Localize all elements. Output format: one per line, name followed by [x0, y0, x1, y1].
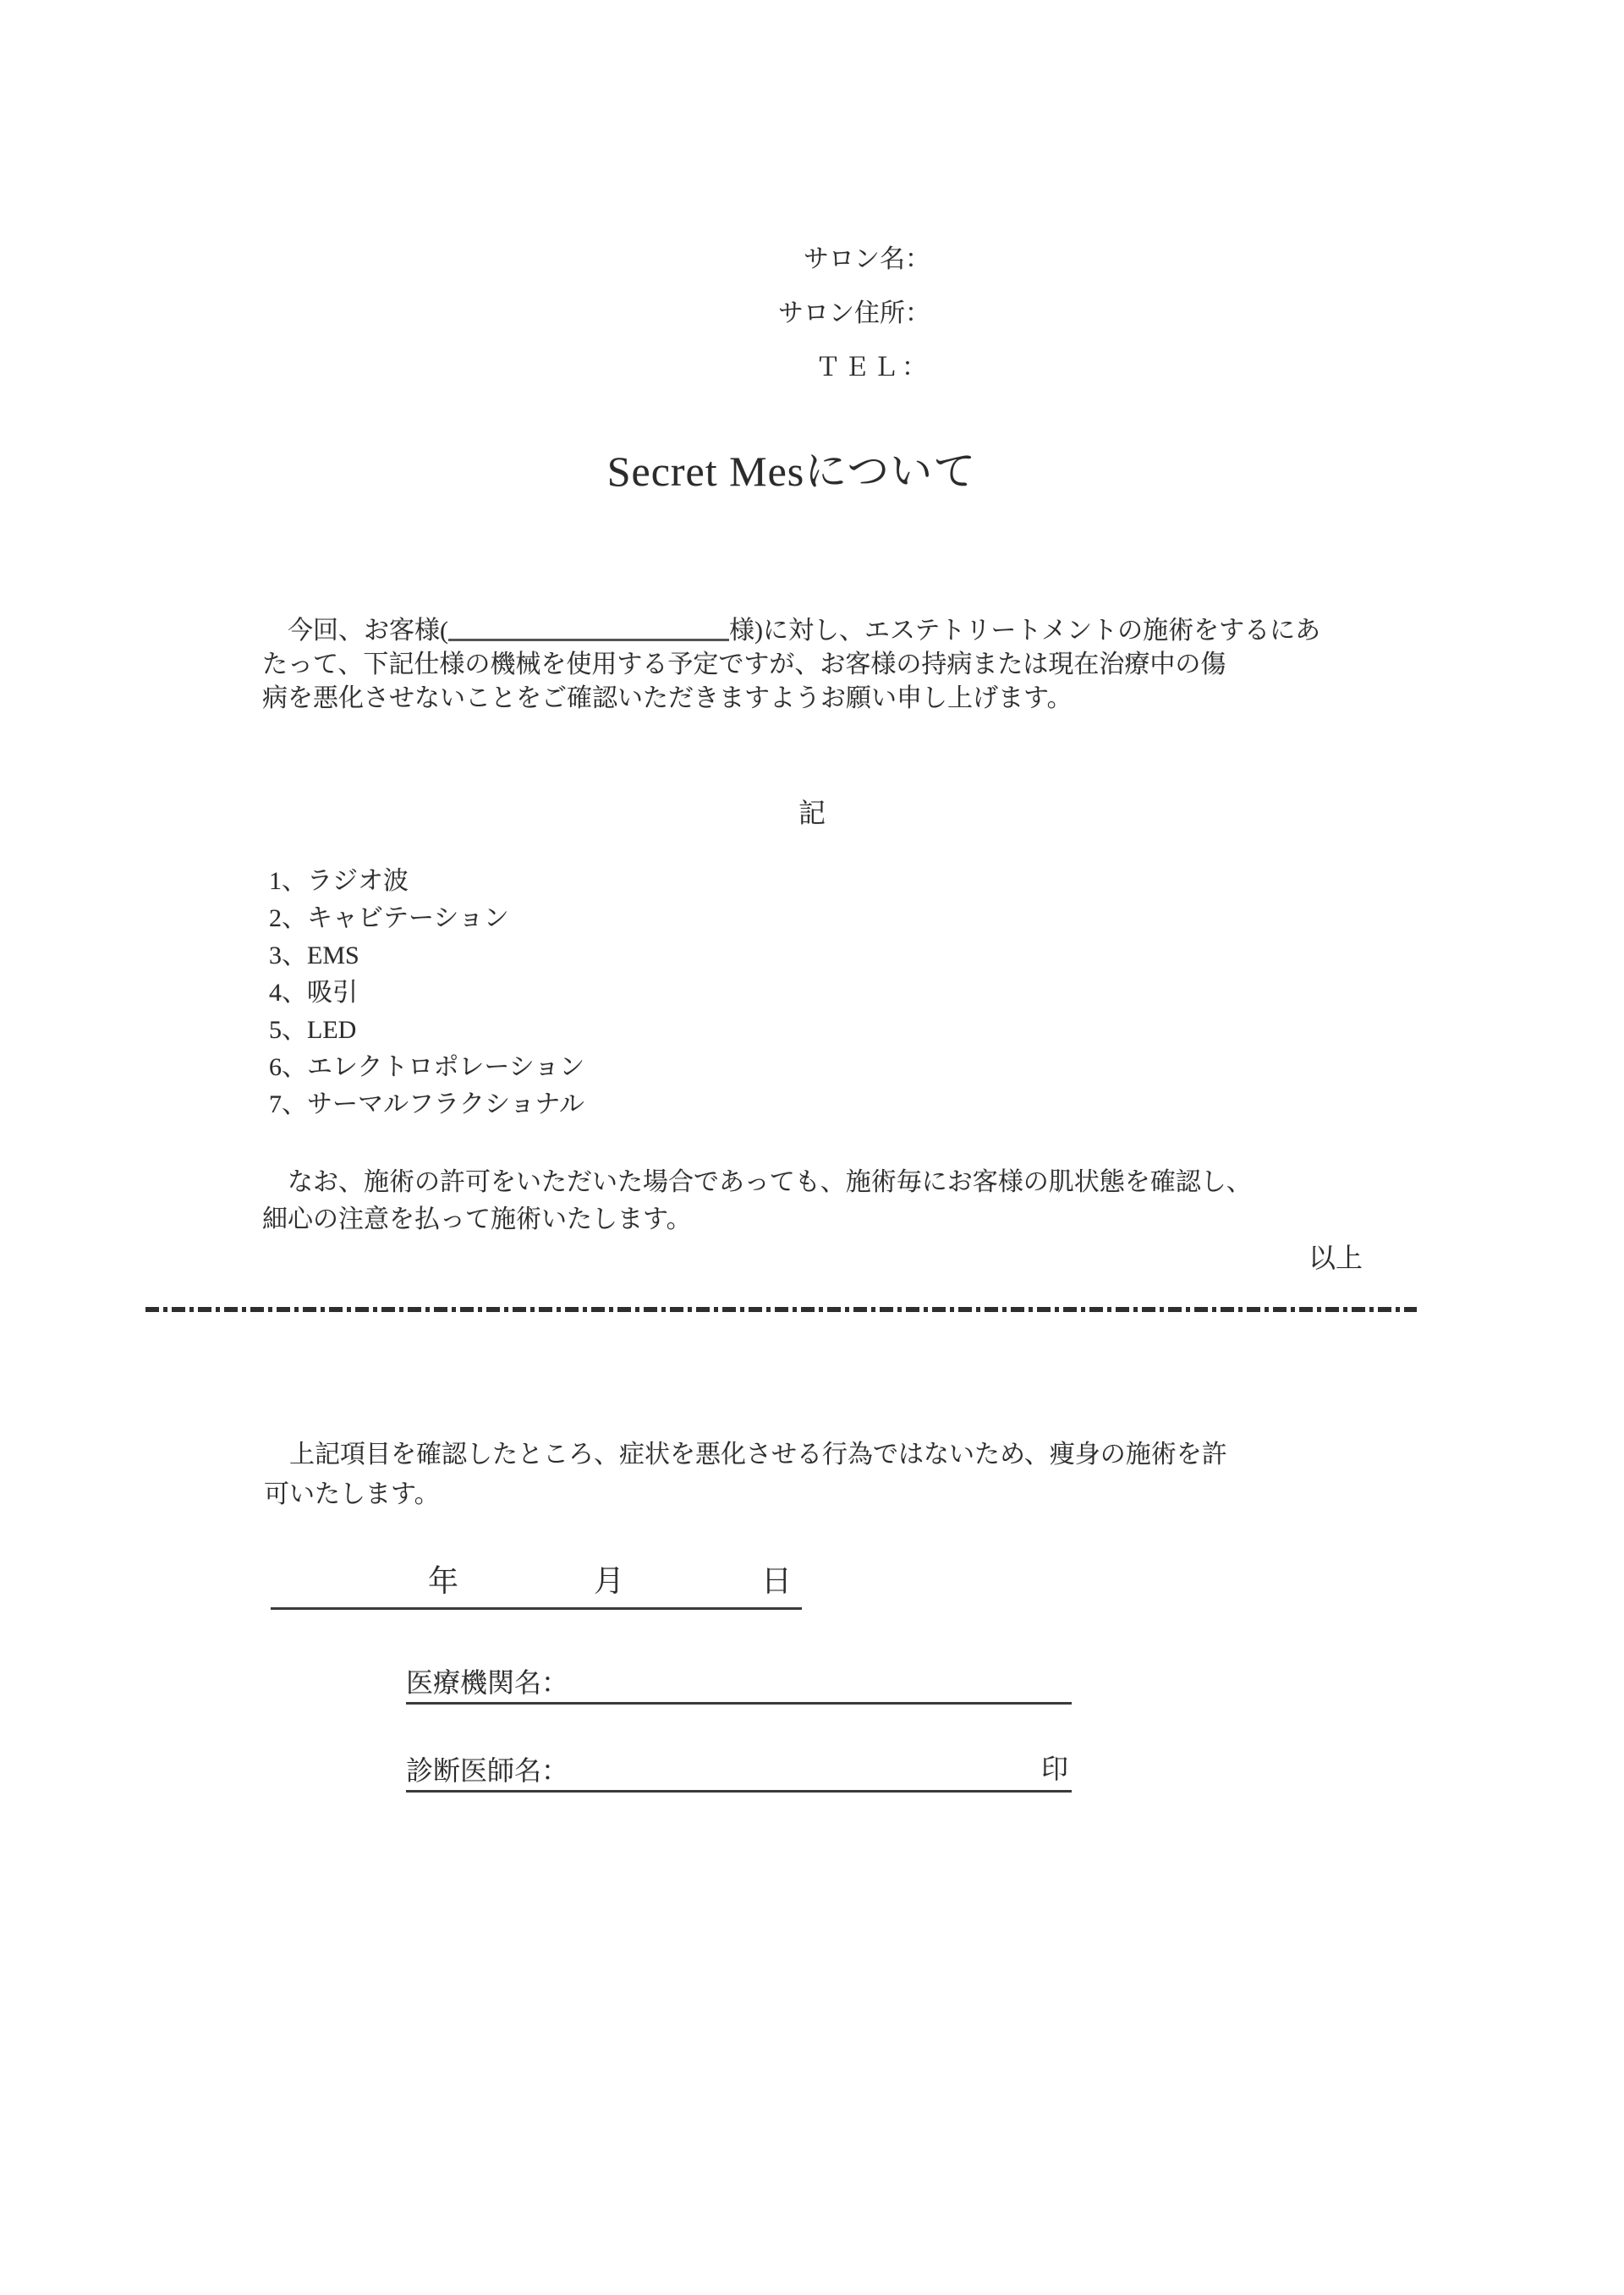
- list-item: 3、EMS: [269, 942, 359, 969]
- list-item: 5、LED: [269, 1016, 357, 1044]
- approval-paragraph: [264, 1435, 1376, 1514]
- year-label: 年: [428, 1564, 459, 1598]
- caution-paragraph: [262, 1164, 1374, 1238]
- intro-line1-prefix: 今回、お客様(: [262, 617, 448, 645]
- intro-line-2: たって、下記仕様の機械を使用する予定ですが、お客様の持病または現在治療中の傷: [262, 651, 1226, 678]
- salon-header-block: [778, 233, 930, 395]
- approval-line-1: 上記項目を確認したところ、症状を悪化させる行為ではないため、痩身の施術を許: [264, 1441, 1227, 1469]
- salon-name-label: サロン名：: [804, 245, 930, 273]
- closing-label: 以上: [1308, 1243, 1363, 1273]
- doctor-label: 診断医師名：: [406, 1755, 569, 1786]
- equipment-list: [269, 863, 584, 1123]
- list-item: 4、吸引: [269, 979, 358, 1007]
- institution-label: 医療機関名：: [406, 1667, 569, 1698]
- approval-line-2: 可いたします。: [264, 1480, 440, 1508]
- salon-address-label: サロン住所：: [778, 299, 930, 327]
- list-item: 2、キャビテーション: [269, 904, 509, 932]
- customer-name-blank-line: [448, 617, 729, 641]
- intro-line-1: [262, 614, 1374, 648]
- list-item: 1、ラジオ波: [269, 867, 409, 895]
- intro-paragraph: [262, 614, 1374, 716]
- month-label: 月: [594, 1564, 625, 1598]
- list-item: 6、エレクトロポレーション: [269, 1053, 585, 1081]
- tel-label: ＴＥＬ：: [815, 354, 930, 382]
- day-label: 日: [761, 1564, 793, 1598]
- doctor-signature-row: [406, 1751, 1072, 1793]
- date-underline-row: [271, 1562, 802, 1610]
- cut-separator-line: [145, 1307, 1417, 1312]
- caution-line-1: なお、施術の許可をいただいた場合であっても、施術毎にお客様の肌状態を確認し、: [262, 1168, 1252, 1196]
- caution-line-2: 細心の注意を払って施術いたします。: [262, 1205, 692, 1233]
- intro-line1-suffix: 様)に対し、エステトリートメントの施術をするにあ: [729, 617, 1321, 645]
- intro-line-3: 病を悪化させないことをご確認いただきますようお願い申し上げます。: [262, 684, 1073, 712]
- seal-label: 印: [1040, 1754, 1068, 1784]
- institution-signature-row: [406, 1663, 1072, 1705]
- note-marker: 記: [798, 798, 826, 828]
- document-title: Secret Mesについて: [606, 447, 977, 495]
- list-item: 7、サーマルフラクショナル: [269, 1090, 584, 1118]
